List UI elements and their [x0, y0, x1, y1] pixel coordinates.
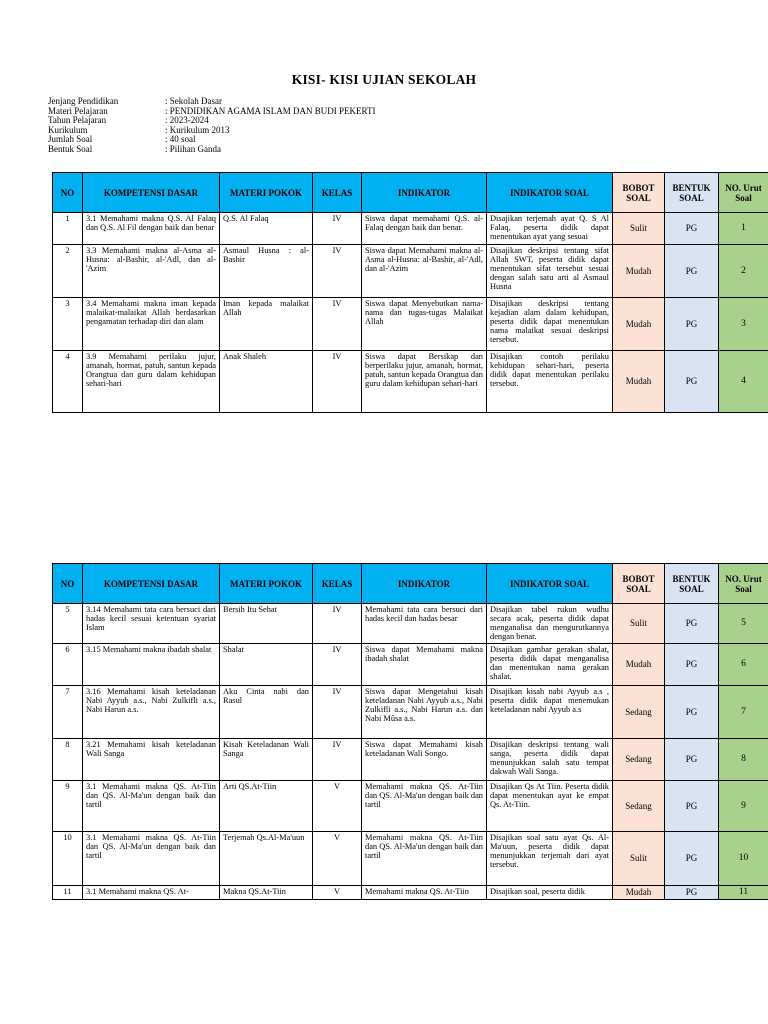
cell-no-urut: 10: [719, 832, 768, 886]
cell-materi-pokok: Kisah Keteladanan Wali Sanga: [220, 739, 313, 781]
cell-indikator: Siswa dapat Memahami makna al-Asma al-Husna: al-Bashir, al-'Adl, dan al-'Azim: [362, 245, 487, 298]
cell-bobot-soal: Mudah: [613, 298, 665, 351]
info-row: [48, 126, 375, 136]
cell-kelas: V: [313, 886, 362, 900]
kisi-table-1: [52, 172, 768, 413]
cell-indikator: Memahami makna QS. At-Tiin dan QS. Al-Ma'un dengan baik dan tartil: [362, 781, 487, 832]
header-materi-pokok: MATERI POKOK: [220, 564, 313, 604]
info-row: [48, 145, 375, 155]
table-row: [53, 781, 768, 832]
info-value: : 2023-2024: [165, 115, 209, 126]
cell-no-urut: 8: [719, 739, 768, 781]
cell-kelas: IV: [313, 298, 362, 351]
cell-bentuk-soal: PG: [665, 644, 719, 686]
info-label: Jumlah Soal: [48, 134, 93, 145]
cell-indikator-soal: Disajikan deskripsi tentang wali sanga, peserta didik dapat menunjukkan salah satu tempat dakwah Wali Sanga.: [487, 739, 613, 781]
cell-materi-pokok: Makna QS.At-Tiin: [220, 886, 313, 900]
table-row: [53, 832, 768, 886]
cell-kompetensi-dasar: 3.1 Memahami makna QS. At-: [83, 886, 220, 900]
cell-bobot-soal: Mudah: [613, 245, 665, 298]
table-row: [53, 739, 768, 781]
header-kompetensi-dasar: KOMPETENSI DASAR: [83, 173, 220, 213]
cell-no-urut: 6: [719, 644, 768, 686]
cell-bobot-soal: Sedang: [613, 739, 665, 781]
info-value: : Pilihan Ganda: [165, 143, 221, 154]
cell-bentuk-soal: PG: [665, 351, 719, 413]
cell-kelas: IV: [313, 644, 362, 686]
cell-no: 3: [53, 298, 83, 351]
cell-indikator-soal: Disajikan Qs At Tiin. Peserta didik dapat menentukan ayat ke empat Qs. At-Tiin.: [487, 781, 613, 832]
cell-bobot-soal: Mudah: [613, 886, 665, 900]
info-label: Bentuk Soal: [48, 143, 93, 154]
cell-bobot-soal: Sulit: [613, 604, 665, 644]
cell-indikator: Memahami makna QS. At-Tiin: [362, 886, 487, 900]
cell-bobot-soal: Mudah: [613, 644, 665, 686]
header-indikator: INDIKATOR: [362, 564, 487, 604]
cell-materi-pokok: Q.S. Al Falaq: [220, 213, 313, 245]
info-label: Jenjang Pendidikan: [48, 96, 119, 106]
header-indikator-soal: INDIKATOR SOAL: [487, 564, 613, 604]
table-row: [53, 644, 768, 686]
header-bentuk-soal: BENTUK SOAL: [665, 564, 719, 604]
cell-kelas: IV: [313, 604, 362, 644]
cell-kelas: V: [313, 832, 362, 886]
cell-kelas: IV: [313, 739, 362, 781]
cell-materi-pokok: Iman kepada malaikat Allah: [220, 298, 313, 351]
cell-bobot-soal: Sulit: [613, 213, 665, 245]
info-label: Materi Pelajaran: [48, 105, 108, 116]
header-indikator-soal: INDIKATOR SOAL: [487, 173, 613, 213]
table-header-row: [53, 173, 768, 213]
header-kelas: KELAS: [313, 564, 362, 604]
cell-no: 6: [53, 644, 83, 686]
cell-kompetensi-dasar: 3.16 Memahami kisah keteladanan Nabi Ayyub a.s., Nabi Zulkifli a.s., Nabi Harun a.s.: [83, 686, 220, 739]
cell-materi-pokok: Shalat: [220, 644, 313, 686]
info-value: : Sekolah Dasar: [165, 96, 222, 106]
cell-indikator-soal: Disajikan deskripsi tentang sifat Allah SWT, peserta didik dapat menentukan sifat tersebut sesuai dengan salah satu arti al Asmaul Husna: [487, 245, 613, 298]
cell-no-urut: 1: [719, 213, 768, 245]
header-bobot-soal: BOBOT SOAL: [613, 173, 665, 213]
cell-indikator-soal: Disajikan deskripsi tentang kejadian alam dalam kehidupan, peserta didik dapat menentukan nama malaikat sesuai deskripsi tersebut.: [487, 298, 613, 351]
cell-bentuk-soal: PG: [665, 781, 719, 832]
cell-materi-pokok: Asmaul Husna : al-Bashir: [220, 245, 313, 298]
cell-kompetensi-dasar: 3.3 Memahami makna al-Asma al-Husna: al-Bashir, al-'Adl, dan al-'Azim: [83, 245, 220, 298]
cell-bentuk-soal: PG: [665, 686, 719, 739]
cell-bobot-soal: Sedang: [613, 781, 665, 832]
cell-indikator: Siswa dapat Memahami makna ibadah shalat: [362, 644, 487, 686]
cell-indikator: Siswa dapat Menyebutkan nama-nama dan tugas-tugas Malaikat Allah: [362, 298, 487, 351]
cell-kompetensi-dasar: 3.9 Memahami perilaku jujur, amanah, hormat, patuh, santun kepada Orangtua dan guru dalam kehidupan sehari-hari: [83, 351, 220, 413]
cell-no-urut: 9: [719, 781, 768, 832]
header-no-urut: NO. Urut Soal: [719, 173, 768, 213]
cell-bentuk-soal: PG: [665, 604, 719, 644]
table-row: [53, 213, 768, 245]
cell-no: 11: [53, 886, 83, 900]
cell-no-urut: 3: [719, 298, 768, 351]
cell-materi-pokok: Anak Shaleh: [220, 351, 313, 413]
header-kompetensi-dasar: KOMPETENSI DASAR: [83, 564, 220, 604]
cell-indikator-soal: Disajikan terjemah ayat Q. S Al Falaq, peserta didik dapat menentukan ayat yang sesuai: [487, 213, 613, 245]
cell-materi-pokok: Arti QS.At-Tiin: [220, 781, 313, 832]
cell-bentuk-soal: PG: [665, 739, 719, 781]
cell-no: 8: [53, 739, 83, 781]
cell-bobot-soal: Sedang: [613, 686, 665, 739]
cell-kelas: IV: [313, 686, 362, 739]
cell-no-urut: 11: [719, 886, 768, 900]
cell-no: 9: [53, 781, 83, 832]
cell-no: 1: [53, 213, 83, 245]
document-info: [48, 97, 375, 155]
cell-kompetensi-dasar: 3.1 Memahami makna QS. At-Tiin dan QS. Al-Ma'un dengan baik dan tartil: [83, 832, 220, 886]
cell-indikator: Siswa dapat memahami Q.S. al-Falaq dengan baik dan benar.: [362, 213, 487, 245]
header-no: NO: [53, 173, 83, 213]
cell-bentuk-soal: PG: [665, 245, 719, 298]
cell-materi-pokok: Aku Cinta nabi dan Rasul: [220, 686, 313, 739]
cell-indikator: Memahami tata cara bersuci dari hadas kecil dan hadas besar: [362, 604, 487, 644]
cell-no: 2: [53, 245, 83, 298]
cell-bentuk-soal: PG: [665, 832, 719, 886]
header-bobot-soal: BOBOT SOAL: [613, 564, 665, 604]
table-row: [53, 886, 768, 900]
cell-kompetensi-dasar: 3.4 Memahami makna iman kepada malaikat-malaikat Allah berdasarkan pengamatan terhadap diri dan alam: [83, 298, 220, 351]
header-no: NO: [53, 564, 83, 604]
table-row: [53, 604, 768, 644]
cell-no: 5: [53, 604, 83, 644]
cell-no-urut: 5: [719, 604, 768, 644]
header-kelas: KELAS: [313, 173, 362, 213]
header-bentuk-soal: BENTUK SOAL: [665, 173, 719, 213]
table-header-row: [53, 564, 768, 604]
cell-kompetensi-dasar: 3.21 Memahami kisah keteladanan Wali Sanga: [83, 739, 220, 781]
cell-kelas: IV: [313, 213, 362, 245]
cell-kelas: V: [313, 781, 362, 832]
cell-no-urut: 7: [719, 686, 768, 739]
cell-bobot-soal: Sulit: [613, 832, 665, 886]
info-label: Tahun Pelajaran: [48, 115, 107, 126]
cell-indikator: Siswa dapat Mengetahui kisah keteladanan Nabi Ayyub a.s., Nabi Zulkifli a.s., Nabi Harun a.s. dan Nabi Mūsa a.s.: [362, 686, 487, 739]
cell-no: 4: [53, 351, 83, 413]
cell-materi-pokok: Bersih Itu Sehat: [220, 604, 313, 644]
cell-indikator-soal: Disajikan soal satu ayat Qs. Al-Ma'uun, peserta didik dapat menunjukkan terjemah dari ayat tersebut.: [487, 832, 613, 886]
cell-bobot-soal: Mudah: [613, 351, 665, 413]
header-no-urut: NO. Urut Soal: [719, 564, 768, 604]
document-title: KISI- KISI UJIAN SEKOLAH: [291, 72, 477, 87]
kisi-table-2: [52, 563, 768, 900]
info-value: : 40 soal: [165, 134, 196, 145]
cell-indikator-soal: Disajikan soal, peserta didik: [487, 886, 613, 900]
cell-kelas: IV: [313, 351, 362, 413]
cell-bentuk-soal: PG: [665, 298, 719, 351]
cell-kelas: IV: [313, 245, 362, 298]
cell-indikator: Siswa dapat Bersikap dan berperilaku jujur, amanah, hormat, patuh, santun kepada Orangtua dan guru dalam kehidupan sehari-hari: [362, 351, 487, 413]
info-label: Kurikulum: [48, 124, 88, 135]
cell-kompetensi-dasar: 3.1 Memahami makna Q.S. Al Falaq dan Q.S. Al Fil dengan baik dan benar: [83, 213, 220, 245]
cell-indikator-soal: Disajikan tabel rukun wudhu secara acak, peserta didik dapat menganalisa dan mengurutkannya dengan benar.: [487, 604, 613, 644]
table-row: [53, 245, 768, 298]
cell-bentuk-soal: PG: [665, 886, 719, 900]
cell-no: 7: [53, 686, 83, 739]
cell-bentuk-soal: PG: [665, 213, 719, 245]
cell-indikator-soal: Disajikan contoh perilaku kehidupan sehari-hari, peserta didik dapat menentukan perilaku tersebut.: [487, 351, 613, 413]
cell-no-urut: 2: [719, 245, 768, 298]
cell-kompetensi-dasar: 3.14 Memahami tata cara bersuci dari hadas kecil sesuai ketentuan syariat Islam: [83, 604, 220, 644]
cell-indikator-soal: Disajikan kisah nabi Ayyub a.s , peserta didik dapat menemukan keteladanan nabi Ayyub a.s: [487, 686, 613, 739]
cell-no-urut: 4: [719, 351, 768, 413]
cell-kompetensi-dasar: 3.15 Memahami makna ibadah shalat: [83, 644, 220, 686]
cell-no: 10: [53, 832, 83, 886]
table-row: [53, 298, 768, 351]
cell-indikator: Siswa dapat Memahami kisah keteladanan Wali Songo.: [362, 739, 487, 781]
info-value: : PENDIDIKAN AGAMA ISLAM DAN BUDI PEKERTI: [165, 105, 376, 116]
table-row: [53, 351, 768, 413]
header-materi-pokok: MATERI POKOK: [220, 173, 313, 213]
cell-kompetensi-dasar: 3.1 Memahami makna QS. At-Tiin dan QS. Al-Ma'un dengan baik dan tartil: [83, 781, 220, 832]
info-value: : Kurikulum 2013: [165, 124, 230, 135]
cell-indikator: Memahami makna QS. At-Tiin dan QS. Al-Ma'un dengan baik dan tartil: [362, 832, 487, 886]
header-indikator: INDIKATOR: [362, 173, 487, 213]
cell-materi-pokok: Terjemah Qs.Al-Ma'uun: [220, 832, 313, 886]
cell-indikator-soal: Disajikan gambar gerakan shalat, peserta didik dapat menganalisa dan menentukan nama gerakan shalat.: [487, 644, 613, 686]
table-row: [53, 686, 768, 739]
